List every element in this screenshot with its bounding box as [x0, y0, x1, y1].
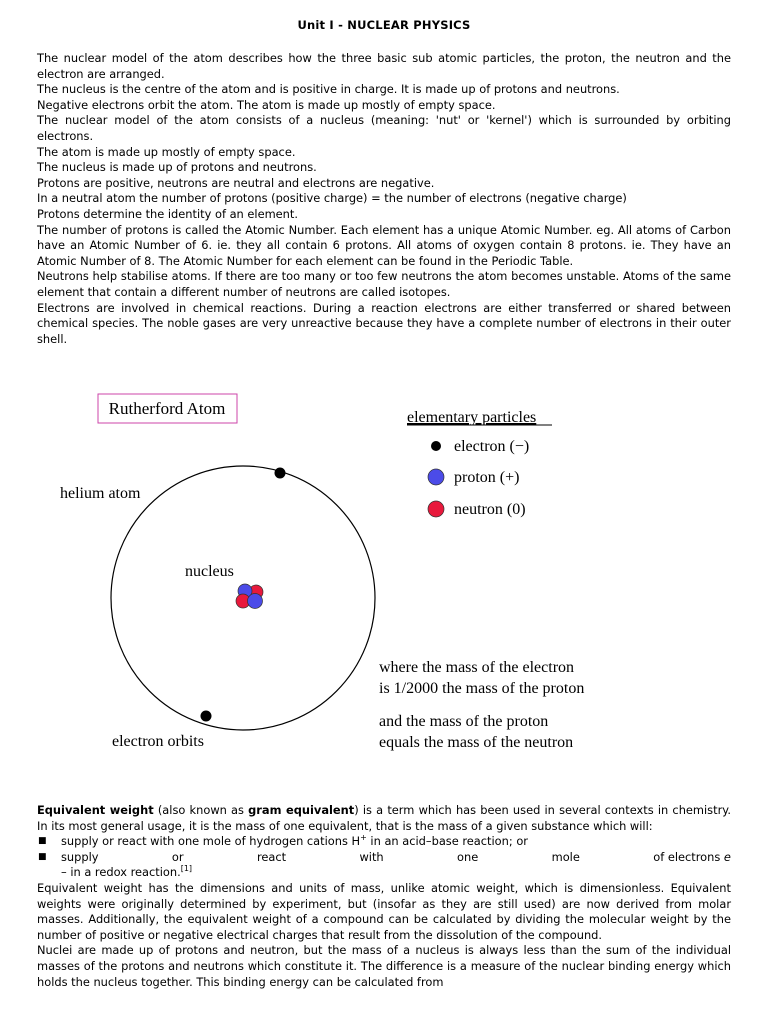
- legend-title: elementary particles: [407, 409, 537, 426]
- intro-paragraph: Neutrons help stabilise atoms. If there are too many or too few neutrons the atom becomes unstable. Atoms of the same element that contain a different number of neutrons are called isotopes.: [37, 269, 731, 299]
- word: mole: [551, 849, 580, 864]
- page-title: Unit I - NUCLEAR PHYSICS: [297, 18, 471, 32]
- word: supply: [61, 849, 99, 864]
- definition-list: [37, 834, 731, 881]
- equivalent-weight-definition: [37, 803, 731, 834]
- helium-nucleus: [236, 584, 263, 609]
- text-span: in an acid–base reaction; or: [366, 834, 528, 849]
- paragraph: Equivalent weight has the dimensions and units of mass, unlike atomic weight, which is dimensionless. Equivalent weights were originally determined by experiment, but (insofar as they are still used) are now derived from molar masses. Additionally, the equivalent weight of a compound can be calculated by dividing the molecular weight by the number of positive or negative electrical charges that result from the dissolution of the compound.: [37, 880, 731, 942]
- diagram-title: Rutherford Atom: [108, 399, 226, 418]
- intro-paragraph: The nucleus is made up of protons and neutrons.: [37, 160, 317, 175]
- intro-paragraph: The nuclear model of the atom consists of a nucleus (meaning: 'nut' or 'kernel') which is surrounded by orbiting electrons.: [37, 113, 731, 143]
- bullet-icon: ■: [38, 851, 47, 862]
- mass-note-line: and the mass of the proton: [379, 713, 549, 730]
- helium-atom-label: helium atom: [60, 485, 141, 502]
- rutherford-atom-diagram: [0, 380, 768, 780]
- intro-paragraph: Electrons are involved in chemical reactions. During a reaction electrons are either transferred or shared between chemical species. The noble gases are very unreactive because they have a complete number of electrons in their outer shell.: [37, 300, 731, 346]
- term-equivalent-weight: Equivalent weight: [37, 803, 154, 817]
- intro-paragraph: The atom is made up mostly of empty space.: [37, 144, 296, 159]
- list-item: [37, 850, 731, 881]
- list-item: [37, 834, 731, 850]
- italic-symbol: e: [723, 849, 731, 864]
- word: with: [359, 849, 384, 864]
- word: of electrons: [653, 849, 721, 864]
- mass-note-line: is 1/2000 the mass of the proton: [379, 680, 585, 697]
- word: one: [457, 849, 479, 864]
- intro-paragraph: Protons determine the identity of an element.: [37, 206, 298, 221]
- legend-electron-marker: [431, 441, 441, 451]
- legend-proton-label: proton (+): [454, 469, 520, 486]
- intro-text: [37, 51, 731, 347]
- nucleus-label: nucleus: [185, 563, 234, 580]
- reference-link[interactable]: [1]: [180, 864, 193, 874]
- legend-proton-marker: [428, 469, 444, 485]
- intro-paragraph: The nuclear model of the atom describes how the three basic sub atomic particles, the proton, the neutron and the electron are arranged.: [37, 51, 731, 81]
- legend-neutron-label: neutron (0): [454, 501, 526, 518]
- word: or: [171, 849, 184, 864]
- legend-neutron-marker: [428, 501, 444, 517]
- bullet-icon: ■: [38, 836, 47, 847]
- word-group: [653, 850, 731, 866]
- justified-line: [61, 850, 731, 866]
- equivalent-weight-section: [37, 803, 731, 990]
- intro-paragraph: The number of protons is called the Atomic Number. Each element has a unique Atomic Number. eg. All atoms of Carbon have an Atomic Number of 6. ie. they all contain 6 protons. All atoms of oxygen contain 8 protons. ie. They have an Atomic Number of 8. The Atomic Number for each element can be found in the Periodic Table.: [37, 222, 731, 268]
- mass-note-line: where the mass of the electron: [379, 659, 575, 676]
- electron-dot: [275, 468, 286, 479]
- text-span: – in a redox reaction.: [61, 865, 181, 880]
- list-item-continuation: [61, 865, 731, 881]
- text-span: (also known as: [153, 803, 249, 817]
- paragraph: Nuclei are made up of protons and neutron, but the mass of a nucleus is always less than the sum of the individual masses of the protons and neutrons which constitute it. The difference is a measure of the nuclear binding energy which holds the nucleus together. This binding energy can be calculated from: [37, 943, 731, 989]
- text-span: supply or react with one mole of hydrogen cations H: [61, 834, 361, 849]
- term-gram-equivalent: gram equivalent: [248, 803, 355, 817]
- intro-paragraph: In a neutral atom the number of protons (positive charge) = the number of electrons (negative charge): [37, 191, 627, 206]
- intro-paragraph: Negative electrons orbit the atom. The atom is made up mostly of empty space.: [37, 97, 496, 112]
- legend-electron-label: electron (−): [454, 438, 530, 455]
- intro-paragraph: The nucleus is the centre of the atom and is positive in charge. It is made up of protons and neutrons.: [37, 82, 620, 97]
- electron-orbits-label: electron orbits: [112, 733, 204, 750]
- intro-paragraph: Protons are positive, neutrons are neutral and electrons are negative.: [37, 175, 435, 190]
- text-span: ) is a term which has been used in several contexts in chemistry. In its most general usage, it is the mass of one equivalent, that is the mass of a given substance which will:: [37, 803, 732, 833]
- superscript: +: [360, 833, 367, 843]
- mass-note-line: equals the mass of the neutron: [379, 734, 574, 751]
- proton-particle: [248, 594, 263, 609]
- word: react: [256, 849, 287, 864]
- electron-dot: [201, 711, 212, 722]
